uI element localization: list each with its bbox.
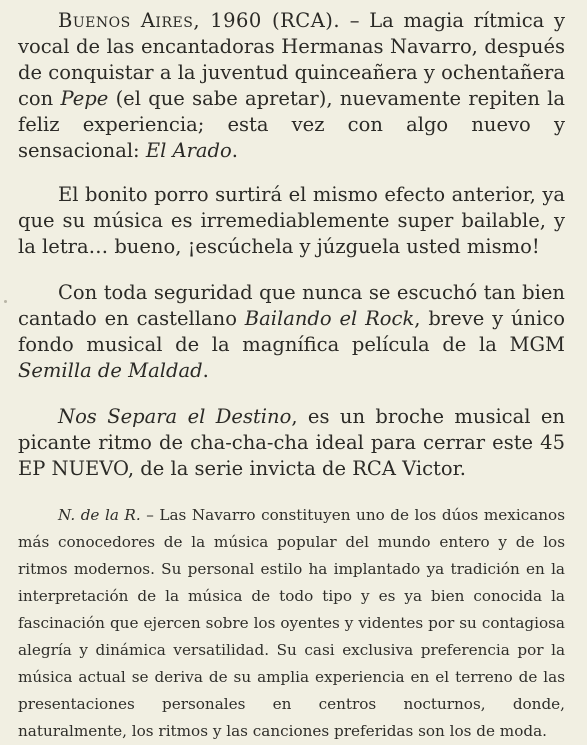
rock-text-2: , breve y único fondo musical de la magnífica película de la MGM (18, 307, 566, 356)
rock-text-1: Con toda seguridad que nunca se escuchó tan bien cantado en castellano (18, 281, 565, 330)
print-speck (4, 300, 7, 303)
editor-note-label: N. de la R. (58, 506, 141, 524)
destino-text: , es un broche musical en picante ritmo de cha-cha-cha ideal para cerrar este 45 EP NUEVO, de la serie invicta de RCA Victor. (18, 405, 565, 480)
editor-note-text: – Las Navarro constituyen uno de los dúos mexicanos más conocedores de la música popular del mundo entero y de los ritmos modernos. Su personal estilo ha implantado ya tradición en la interpretación de la música de todo tipo y es ya bien conocida la fascinación que ejercen sobre los oyentes y videntes por su contagiosa alegría y dinámica versatilidad. Su casi exclusiva preferencia por la música actual se deriva de su amplia experiencia en el terreno de las presentaciones personales en centros nocturnos, donde, naturalmente, los ritmos y las canciones preferidas son los de moda. (18, 506, 565, 740)
porro-text: El bonito porro surtirá el mismo efecto anterior, ya que su música es irremediablemente super bailable, y la letra… bueno, ¡escúchela y júzguela usted mismo! (18, 183, 565, 258)
rock-text-3: . (202, 359, 209, 382)
song-title-pepe: Pepe (60, 87, 109, 110)
song-title-nos-separa-el-destino: Nos Separa el Destino (58, 405, 292, 428)
intro-text-1: – La magia rítmica y vocal de las encantadoras Hermanas Navarro, después de conquistar a la juventud quinceañera y ochentañera con (18, 9, 565, 110)
porro-paragraph (18, 182, 565, 260)
dateline: Buenos Aires, 1960 (RCA). (58, 9, 341, 32)
song-title-bailando-el-rock: Bailando el Rock (244, 307, 415, 330)
song-title-el-arado: El Arado (145, 139, 232, 162)
intro-text-3: . (231, 139, 238, 162)
film-title-semilla-de-maldad: Semilla de Maldad (18, 359, 203, 382)
intro-paragraph (18, 8, 565, 164)
destino-paragraph (18, 404, 565, 482)
rock-paragraph (18, 280, 565, 384)
editor-note (18, 502, 565, 745)
intro-text-2: (el que sabe apretar), nuevamente repiten la feliz experiencia; esta vez con algo nuevo y sensacional: (18, 87, 566, 162)
